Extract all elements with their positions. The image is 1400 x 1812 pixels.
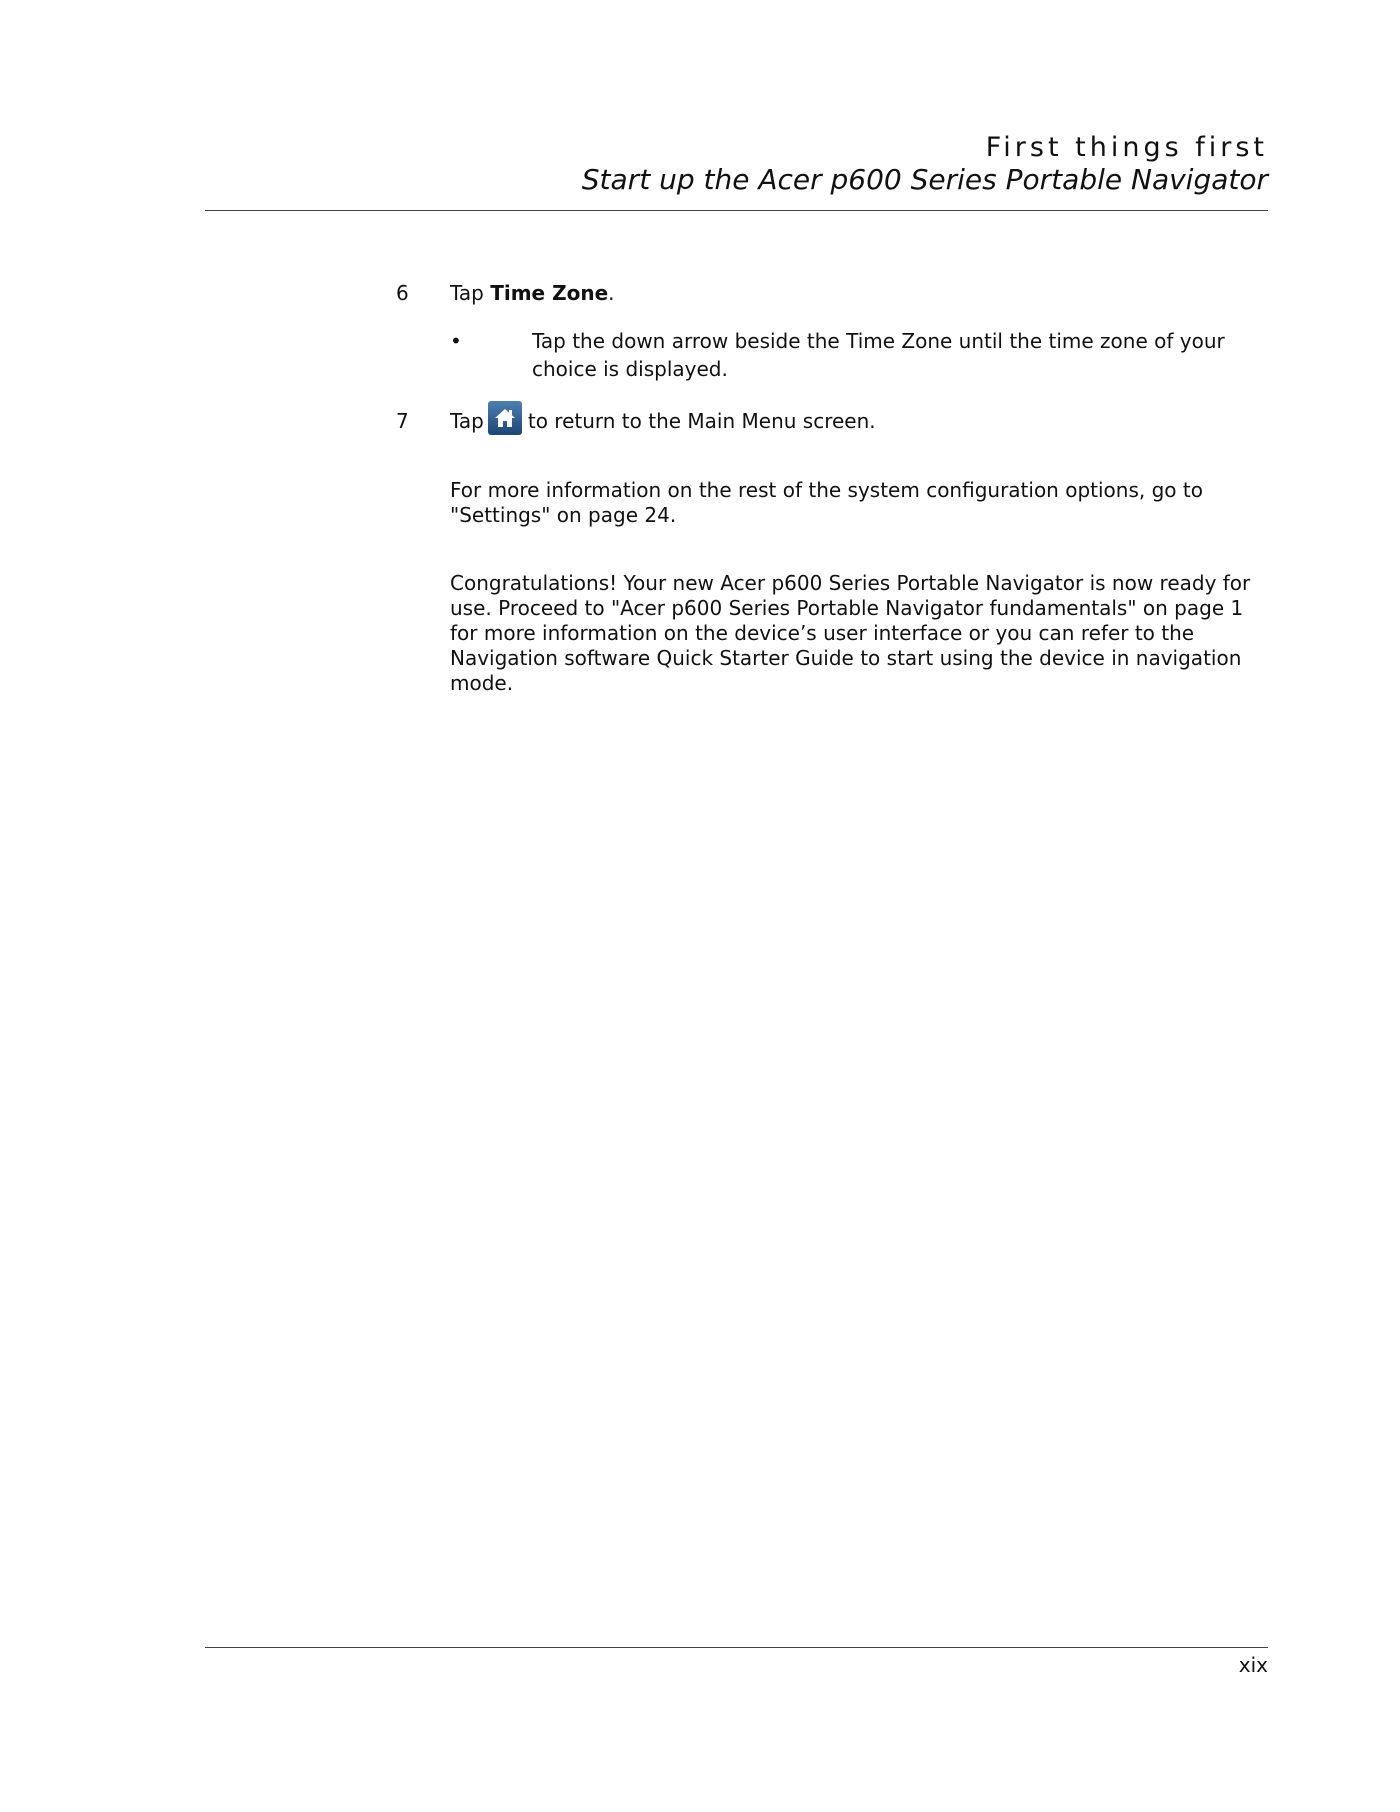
congratulations-paragraph: Congratulations! Your new Acer p600 Series Portable Navigator is now ready for use. Proceed to "Acer p600 Series Portable Navigator fundamentals" on page 1 for more information on the device’s user interface or you can refer to the Navigation software Quick Starter Guide to start using the device in navigation mode. [450, 571, 1251, 695]
step-prefix: Tap [450, 409, 484, 433]
step-text [450, 408, 876, 437]
step-suffix: . [608, 281, 615, 305]
bullet-text: Tap the down arrow beside the Time Zone until the time zone of your choice is displayed. [532, 329, 1225, 381]
footer-divider [205, 1647, 1268, 1648]
bullet-mark: • [450, 329, 462, 353]
step-number: 7 [396, 409, 409, 433]
header-divider [205, 210, 1268, 211]
home-icon [488, 401, 522, 435]
step-suffix: to return to the Main Menu screen. [527, 409, 876, 433]
section-title: Start up the Acer p600 Series Portable Navigator [581, 163, 1268, 196]
chapter-title: First things first [985, 132, 1268, 163]
step-number: 6 [396, 281, 409, 305]
step-text [450, 280, 615, 306]
settings-reference-paragraph: For more information on the rest of the system configuration options, go to "Settings" on page 24. [450, 478, 1203, 527]
page-number: xix [1238, 1653, 1268, 1677]
step-prefix: Tap [450, 281, 491, 305]
time-zone-label: Time Zone [490, 281, 609, 305]
